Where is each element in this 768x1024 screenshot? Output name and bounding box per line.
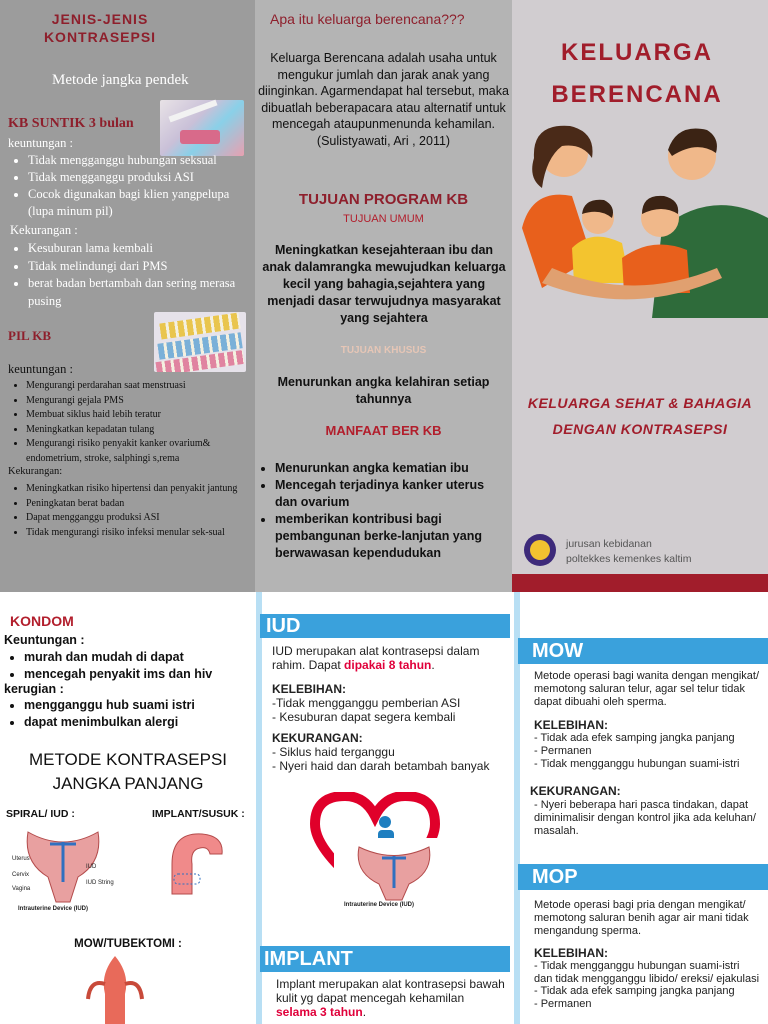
list-item: • Tidak mengganggu produksi ASI <box>28 169 253 186</box>
implant-arm-illustration <box>162 824 242 904</box>
pill-pack-photo <box>154 312 246 372</box>
kondom-kerugian-label: kerugian : <box>4 682 64 696</box>
family-illustration <box>512 118 768 318</box>
tujuan-khusus-label: TUJUAN KHUSUS <box>340 345 427 356</box>
label-uterus: Uterus <box>12 856 30 862</box>
list-item: • Mengurangi risiko penyakit kanker ovarium& endometrium, stroke, salphingi s,rema <box>26 437 252 466</box>
suntik-kekurangan-label: Kekurangan : <box>10 223 78 237</box>
suntik-keuntungan-label: keuntungan : <box>8 136 73 150</box>
list-item: - Permanen <box>534 997 592 1010</box>
heading-line: METODE KONTRASEPSI <box>28 750 228 769</box>
iud-desc-end: . <box>431 658 435 672</box>
suntik-pros-list <box>28 152 253 220</box>
iud-diagram-caption: Intrauterine Device (IUD) <box>344 902 415 908</box>
spiral-label: SPIRAL/ IUD : <box>6 808 75 820</box>
list-item: • Tidak melindungi dari PMS <box>28 258 253 276</box>
list-item: • mengganggu hub suami istri <box>24 697 254 714</box>
iud-kekurangan-label: KEKURANGAN: <box>272 731 363 745</box>
section-title <box>0 10 200 46</box>
poltekkes-logo-icon <box>524 534 556 566</box>
mow-kelebihan-list <box>534 732 766 771</box>
list-item: • Tidak mengganggu hubungan seksual <box>28 152 253 169</box>
label-iud: IUD <box>86 864 97 870</box>
panel-iud <box>262 592 514 1024</box>
girl-shirt <box>572 237 630 283</box>
mop-kelebihan-list <box>534 960 760 1010</box>
pil-pros-list <box>26 379 252 466</box>
pil-cons-list <box>26 482 252 540</box>
iud-kelebihan-list <box>272 696 512 724</box>
reproductive-illustration <box>80 954 150 1024</box>
label-cervix: Cervix <box>12 872 30 878</box>
list-item: - Nyeri beberapa hari pasca tindakan, dapat diminimalisir dengan kontrol jika ada keluhan/ masalah. <box>534 799 756 837</box>
mow-kekurangan-list <box>534 799 766 838</box>
manfaat-list <box>275 460 507 562</box>
title-line: JENIS-JENIS <box>51 11 149 27</box>
iud-diagram <box>8 822 118 906</box>
cover-title-line: KELUARGA <box>561 39 713 66</box>
iud-description <box>272 644 512 672</box>
iud-diagram-caption: Intrauterine Device (IUD) <box>18 906 89 912</box>
panel-kondom <box>0 592 256 1024</box>
column-cover <box>512 0 768 592</box>
list-item: • Kesuburan lama kembali <box>28 240 253 258</box>
logo-inner <box>530 540 550 560</box>
mow-title-bar: MOW <box>518 638 768 664</box>
mop-description: Metode operasi bagi pria dengan mengikat/ memotong saluran benih agar air mani tidak mengandung sperma. <box>534 899 749 937</box>
syringe-shape <box>168 100 217 123</box>
mop-kelebihan-label: KELEBIHAN: <box>534 946 608 960</box>
iud-kekurangan-list <box>272 745 512 773</box>
list-item: • murah dan mudah di dapat <box>24 649 254 666</box>
iud-diagram <box>344 842 444 902</box>
institution-line: jurusan kebidanan <box>566 538 652 550</box>
list-item: • Tidak mengurangi risiko infeksi menular sek-sual <box>26 526 252 541</box>
column-jenis-kontrasepsi <box>0 0 255 592</box>
pil-kekurangan-label: Kekurangan: <box>8 466 63 477</box>
organ-shape <box>104 956 127 1024</box>
institution-line: poltekkes kemenkes kaltim <box>566 553 692 565</box>
title-line: KONTRASEPSI <box>43 29 157 45</box>
implant-desc-text: Implant merupakan alat kontrasepsi bawah kulit yg dapat mencegah kehamilan <box>276 977 505 1005</box>
iud-title-bar: IUD <box>260 614 510 638</box>
list-item: • mencegah penyakit ims dan hiv <box>24 666 254 683</box>
manfaat-heading: MANFAAT BER KB <box>325 423 442 438</box>
cover-tagline <box>512 390 768 442</box>
figure-head <box>379 816 391 828</box>
kondom-cons-list <box>24 697 254 731</box>
list-item: • berat badan bertambah dan sering merasa pusing <box>28 275 253 310</box>
list-item: - Tidak mengganggu hubungan suami-istri dan tidak mengganggu libido/ ereksi/ ejakulasi <box>534 960 760 985</box>
cover-title <box>512 32 762 116</box>
pil-title: PIL KB <box>8 328 51 343</box>
list-item: • dapat menimbulkan alergi <box>24 714 254 731</box>
mow-description: Metode operasi bagi wanita dengan mengikat/ memotong saluran telur, agar sel telur tidak dapat dibuahi oleh sperma. <box>534 670 760 708</box>
cover-stripe <box>512 574 768 592</box>
suntik-title: KB SUNTIK 3 bulan <box>8 116 134 131</box>
list-item: - Tidak ada efek samping jangka panjang <box>534 985 735 997</box>
list-item: • Mencegah terjadinya kanker uterus dan ovarium <box>275 477 507 511</box>
question-heading: Apa itu keluarga berencana??? <box>270 11 465 27</box>
kondom-title: KONDOM <box>10 613 74 629</box>
mow-kekurangan-label: KEKURANGAN: <box>530 784 621 798</box>
panel-mow-mop <box>520 592 768 1024</box>
subtitle: Metode jangka pendek <box>52 72 189 88</box>
list-item: - Siklus haid terganggu <box>272 745 395 759</box>
kondom-keuntungan-label: Keuntungan : <box>4 633 85 647</box>
list-item: • Dapat mengganggu produksi ASI <box>26 511 252 526</box>
list-item: • Mengurangi gejala PMS <box>26 394 252 409</box>
list-item: • Membuat siklus haid lebih teratur <box>26 408 252 423</box>
mow-kelebihan-label: KELEBIHAN: <box>534 718 608 732</box>
iud-diagram-card <box>334 838 452 910</box>
implant-title-bar: IMPLANT <box>260 946 510 972</box>
mop-title-bar: MOP <box>518 864 768 890</box>
list-item: • Cocok digunakan bagi klien yangpelupa (lupa minum pil) <box>28 186 253 220</box>
arm-shape <box>172 834 222 894</box>
kondom-pros-list <box>24 649 254 683</box>
iud-desc-text: IUD merupakan alat kontrasepsi dalam rahim. Dapat <box>272 644 480 672</box>
brochure-inside <box>0 592 768 1024</box>
vial-shape <box>180 130 220 144</box>
iud-duration-highlight: dipakai 8 tahun <box>344 658 432 672</box>
list-item: • Meningkatkan kepadatan tulang <box>26 423 252 438</box>
pil-keuntungan-label: keuntungan : <box>8 362 73 376</box>
iud-kelebihan-label: KELEBIHAN: <box>272 682 346 696</box>
cover-title-line: BERENCANA <box>551 81 723 108</box>
list-item: - Nyeri haid dan darah betambah banyak <box>272 759 490 773</box>
metode-jangka-panjang-heading <box>0 748 256 796</box>
list-item: - Tidak ada efek samping jangka panjang <box>534 732 735 744</box>
tagline-line: DENGAN KONTRASEPSI <box>552 421 728 437</box>
implant-duration-highlight: selama 3 tahun <box>276 1005 363 1019</box>
injection-photo <box>160 100 244 156</box>
list-item: • memberikan kontribusi bagi pembangunan berke-lanjutan yang berwawasan kependudukan <box>275 511 507 562</box>
label-vagina: Vagina <box>12 886 31 892</box>
mow-label: MOW/TUBEKTOMI : <box>74 938 182 950</box>
list-item: • Mengurangi perdarahan saat menstruasi <box>26 379 252 394</box>
heading-line: JANGKA PANJANG <box>52 774 204 793</box>
list-item: - Permanen <box>534 745 592 757</box>
list-item: • Peningkatan berat badan <box>26 497 252 512</box>
implant-label: IMPLANT/SUSUK : <box>152 808 245 820</box>
list-item: • Menurunkan angka kematian ibu <box>275 460 507 477</box>
definition-text: Keluarga Berencana adalah usaha untuk mengukur jumlah dan jarak anak yang diinginkan. Agarmendapat hal tersebut, maka dibuatlah beberapacara atau alternatif untuk mencegah ataupunmenunda kehamilan. (Sulistyawati, Ari , 2011) <box>258 51 509 148</box>
list-item: - Tidak mengganggu hubungan suami-istri <box>534 758 740 770</box>
list-item: - Kesuburan dapat segera kembali <box>272 710 456 724</box>
column-definisi <box>255 0 512 592</box>
tujuan-umum-text: Meningkatkan kesejahteraan ibu dan anak dalamrangka mewujudkan keluarga kecil yang bahagia,sejahtera yang menjadi dasar terwujudnya masyarakat yang sejahtera <box>262 243 506 325</box>
label-iud-string: IUD String <box>86 880 114 886</box>
tujuan-heading: TUJUAN PROGRAM KB <box>298 191 469 208</box>
tujuan-umum-label: TUJUAN UMUM <box>343 213 424 225</box>
list-item: -Tidak mengganggu pemberian ASI <box>272 696 461 710</box>
tujuan-khusus-text: Menurunkan angka kelahiran setiap tahunnya <box>277 375 490 406</box>
tagline-line: KELUARGA SEHAT & BAHAGIA <box>527 395 753 411</box>
list-item: • Meningkatkan risiko hipertensi dan penyakit jantung <box>26 482 252 497</box>
implant-desc-end: . <box>362 1005 367 1019</box>
implant-description <box>276 977 506 1019</box>
institution-name <box>566 537 691 567</box>
suntik-cons-list <box>28 240 253 310</box>
